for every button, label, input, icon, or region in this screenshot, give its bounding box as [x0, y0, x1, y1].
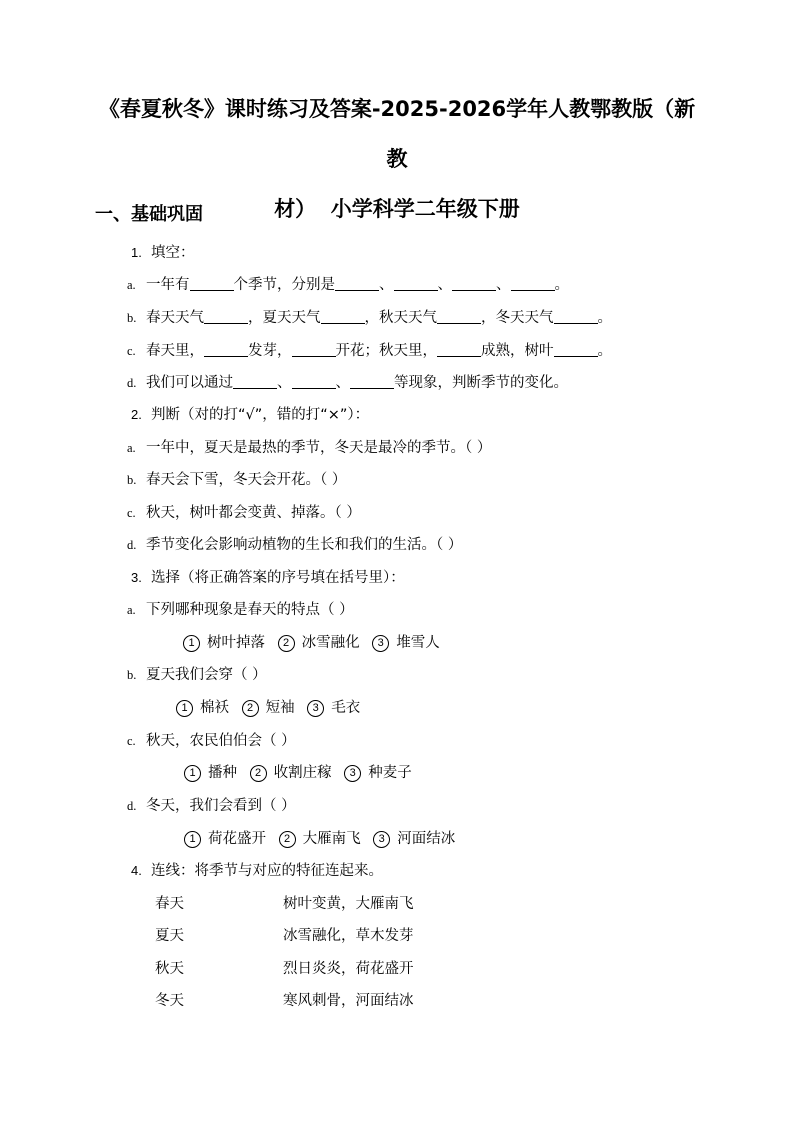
- fill-blank[interactable]: [554, 308, 598, 324]
- item-letter: a.: [127, 278, 136, 292]
- q1-item-d: [127, 373, 568, 393]
- item-letter: d.: [127, 376, 137, 390]
- fill-blank[interactable]: [437, 308, 481, 324]
- q4-heading: [131, 861, 383, 881]
- circled-number: 1: [176, 700, 193, 717]
- period: 。: [597, 343, 612, 359]
- circled-number: 3: [344, 765, 361, 782]
- q2-item-text: 秋天，树叶都会变黄、掉落。（ ）: [146, 505, 361, 521]
- q1c-text-1: 春天里，: [146, 343, 204, 359]
- q1-item-b: [127, 308, 612, 328]
- fill-blank[interactable]: [190, 275, 234, 291]
- item-letter: d.: [127, 538, 137, 552]
- circled-number: 2: [250, 765, 267, 782]
- circled-number: 3: [372, 635, 389, 652]
- option[interactable]: [279, 829, 361, 849]
- fill-blank[interactable]: [511, 275, 555, 291]
- separator: 、: [277, 375, 292, 391]
- circled-number: 1: [184, 831, 201, 848]
- item-letter: c.: [127, 344, 136, 358]
- circled-number: 2: [278, 635, 295, 652]
- q1b-text-1: 春天天气: [146, 310, 204, 326]
- fill-blank[interactable]: [233, 373, 277, 389]
- feature-label[interactable]: 树叶变黄，大雁南飞: [283, 896, 414, 912]
- option[interactable]: [373, 829, 455, 849]
- q1b-text-3: ，秋天天气: [364, 310, 437, 326]
- q2-item: [127, 470, 346, 490]
- option-label: 堆雪人: [396, 635, 440, 651]
- option-label: 短袖: [265, 700, 295, 716]
- circled-number: 2: [242, 700, 259, 717]
- q2-text: 判断（对的打“√”，错的打“×”）：: [151, 407, 370, 423]
- q1-heading: [131, 243, 195, 263]
- circled-number: 3: [373, 831, 390, 848]
- title-line-1: 《春夏秋冬》课时练习及答案-2025-2026学年人教鄂教版（新教: [98, 97, 696, 171]
- q3-item: [127, 665, 267, 685]
- q3-item: [127, 731, 296, 751]
- q1a-text-1: 一年有: [146, 277, 190, 293]
- option[interactable]: [372, 633, 440, 653]
- season-label[interactable]: 夏天: [155, 928, 184, 944]
- option[interactable]: [307, 698, 360, 718]
- option[interactable]: [176, 698, 229, 718]
- fill-blank[interactable]: [321, 308, 365, 324]
- option[interactable]: [250, 763, 332, 783]
- fill-blank[interactable]: [204, 308, 248, 324]
- q1c-text-2: 发芽，: [248, 343, 292, 359]
- q2-item: [127, 535, 462, 555]
- q3-item-text: 下列哪种现象是春天的特点（ ）: [146, 602, 354, 618]
- item-letter: b.: [127, 668, 137, 682]
- option[interactable]: [184, 763, 237, 783]
- q2-item-text: 春天会下雪，冬天会开花。（ ）: [146, 472, 347, 488]
- q3-heading: [131, 568, 405, 588]
- item-letter: c.: [127, 734, 136, 748]
- option[interactable]: [278, 633, 360, 653]
- q1b-text-4: ，冬天天气: [481, 310, 554, 326]
- fill-blank[interactable]: [554, 341, 598, 357]
- q1-item-c: [127, 341, 612, 361]
- fill-blank[interactable]: [437, 341, 481, 357]
- season-label[interactable]: 秋天: [155, 961, 184, 977]
- section-heading: 一、基础巩固: [95, 204, 203, 225]
- q3-item: [127, 600, 354, 620]
- season-label[interactable]: 冬天: [155, 993, 184, 1009]
- period: 。: [554, 277, 569, 293]
- title-line-2: 材） 小学科学二年级下册: [274, 197, 520, 221]
- q2-item-text: 季节变化会影响动植物的生长和我们的生活。（ ）: [146, 537, 463, 553]
- q3-text: 选择（将正确答案的序号填在括号里）：: [151, 570, 405, 586]
- q3-options: [183, 633, 448, 653]
- option-label: 种麦子: [368, 765, 412, 781]
- fill-blank[interactable]: [394, 275, 438, 291]
- option[interactable]: [183, 633, 265, 653]
- season-label[interactable]: 春天: [155, 896, 184, 912]
- q2-number: 2.: [131, 407, 142, 422]
- q3-item-text: 秋天，农民伯伯会（ ）: [146, 733, 296, 749]
- item-letter: c.: [127, 506, 136, 520]
- option-label: 荷花盛开: [208, 831, 266, 847]
- q3-item-text: 夏天我们会穿（ ）: [146, 667, 267, 683]
- q2-item-text: 一年中，夏天是最热的季节，冬天是最冷的季节。（ ）: [146, 440, 492, 456]
- q3-options: [184, 763, 420, 783]
- option-label: 河面结冰: [397, 831, 456, 847]
- option[interactable]: [184, 829, 266, 849]
- separator: 、: [335, 375, 350, 391]
- q3-item-text: 冬天，我们会看到（ ）: [146, 798, 296, 814]
- option-label: 树叶掉落: [207, 635, 265, 651]
- separator: 、: [437, 277, 452, 293]
- item-letter: b.: [127, 311, 137, 325]
- option-label: 冰雪融化: [301, 635, 360, 651]
- q3-options: [176, 698, 368, 718]
- option-label: 播种: [208, 765, 237, 781]
- feature-label[interactable]: 冰雪融化，草木发芽: [283, 928, 414, 944]
- q1c-text-3: 开花；秋天里，: [335, 343, 437, 359]
- item-letter: d.: [127, 799, 137, 813]
- fill-blank[interactable]: [350, 373, 394, 389]
- q1-item-a: [127, 275, 569, 295]
- q1c-text-4: 成熟，树叶: [481, 343, 554, 359]
- q1d-text-1: 我们可以通过: [146, 375, 233, 391]
- q3-item: [127, 796, 296, 816]
- option[interactable]: [344, 763, 412, 783]
- period: 。: [597, 310, 612, 326]
- item-letter: a.: [127, 603, 136, 617]
- q2-item: [127, 438, 491, 458]
- q1d-text-2: 等现象，判断季节的变化。: [394, 375, 568, 391]
- q3-options: [184, 829, 463, 849]
- separator: 、: [379, 277, 394, 293]
- q3-number: 3.: [131, 570, 142, 585]
- fill-blank[interactable]: [292, 373, 336, 389]
- q4-text: 连线：将季节与对应的特征连起来。: [151, 863, 383, 879]
- q1-text: 填空：: [151, 245, 195, 261]
- circled-number: 3: [307, 700, 324, 717]
- option-label: 大雁南飞: [302, 831, 361, 847]
- q2-item: [127, 503, 361, 523]
- fill-blank[interactable]: [335, 275, 379, 291]
- option[interactable]: [242, 698, 295, 718]
- q4-number: 4.: [131, 863, 142, 878]
- option-label: 棉袄: [200, 700, 229, 716]
- circled-number: 1: [184, 765, 201, 782]
- option-label: 收割庄稼: [273, 765, 332, 781]
- item-letter: b.: [127, 473, 137, 487]
- option-label: 毛衣: [331, 700, 361, 716]
- q1b-text-2: ，夏天天气: [248, 310, 321, 326]
- fill-blank[interactable]: [452, 275, 496, 291]
- item-letter: a.: [127, 441, 136, 455]
- fill-blank[interactable]: [292, 341, 336, 357]
- feature-label[interactable]: 烈日炎炎，荷花盛开: [283, 961, 414, 977]
- fill-blank[interactable]: [204, 341, 248, 357]
- circled-number: 1: [183, 635, 200, 652]
- q1a-text-2: 个季节，分别是: [233, 277, 335, 293]
- separator: 、: [496, 277, 511, 293]
- circled-number: 2: [279, 831, 296, 848]
- q2-heading: [131, 405, 369, 425]
- feature-label[interactable]: 寒风刺骨，河面结冰: [283, 993, 414, 1009]
- q1-number: 1.: [131, 245, 142, 260]
